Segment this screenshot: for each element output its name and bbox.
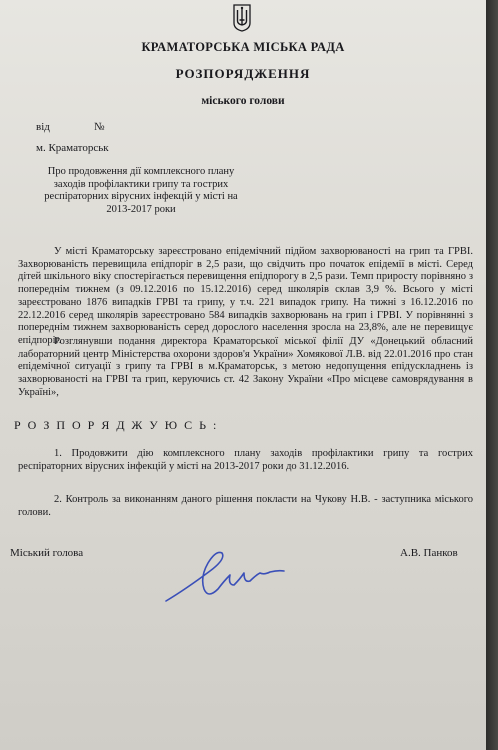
document-type: РОЗПОРЯДЖЕННЯ — [175, 66, 311, 81]
date-label: від — [36, 121, 50, 133]
number-label: № — [94, 121, 105, 133]
trident-emblem-icon — [231, 2, 253, 32]
document-subject: Про продовження дії комплексного плану заходів профілактики грипу та гострих респіраторних вірусних інфекцій у місті на 2013-2017 роки — [44, 166, 238, 215]
issuer: міського голови — [201, 95, 285, 107]
order-heading: Р О З П О Р Я Д Ж У Ю С Ь : — [14, 418, 219, 432]
signatory-name: А.В. Панков — [400, 547, 458, 559]
page-edge-shadow — [486, 0, 498, 750]
order-item: 2. Контроль за виконанням даного рішення покласти на Чукову Н.В. - заступника міського голови. — [18, 494, 473, 518]
handwritten-signature — [160, 545, 320, 610]
signatory-role: Міський голова — [10, 547, 84, 559]
council-name: КРАМАТОРСЬКА МІСЬКА РАДА — [141, 40, 345, 54]
order-item: 1. Продовжити дію комплексного плану заходів профілактики грипу та гострих респіраторних вірусних інфекцій у місті на 2013-2017 роки до 31.12.2016. — [18, 448, 473, 472]
city-label: м. Краматорськ — [36, 142, 109, 154]
paragraph-basis: Розглянувши подання директора Краматорської міської філії ДУ «Донецький обласний лабораторний центр Міністерства охорони здоров'я України» Хомякової Л.В. від 22.01.2016 про стан епідемічної ситуації з грипу та ГРВІ в м.Краматорськ, з метою недопущення епідускладнень із захворюваності на ГРВІ та грип, керуючись ст. 42 Закону України «Про місцеве самоврядування в Україні», — [18, 336, 473, 398]
paragraph-situation: У місті Краматорську зареєстровано епідемічний підйом захворюваності на грип та ГРВІ. Захворюваність перевищила епідпоріг в 2,5 рази, що свідчить про початок епідемії в місті. Серед дітей шкільного віку спостерігається перевищення епідпорогу в 2,5 рази. Темп приросту порівняно з попереднім тижнем (з 09.12.2016 по 15.12.2016) серед школярів склав 3,9 %. Всього у місті зареєстровано 1876 випадків ГРВІ та грипу, у т.ч. 221 випадок грипу. На тижні з 16.12.2016 по 22.12.2016 серед школярів зареєстровано 584 випадків захворювань на грип і ГРВІ. У порівнянні з попереднім тижнем захворюваність серед дорослого населення зросла на 23,8%, але не перевищує епідпоріг. — [18, 246, 473, 346]
